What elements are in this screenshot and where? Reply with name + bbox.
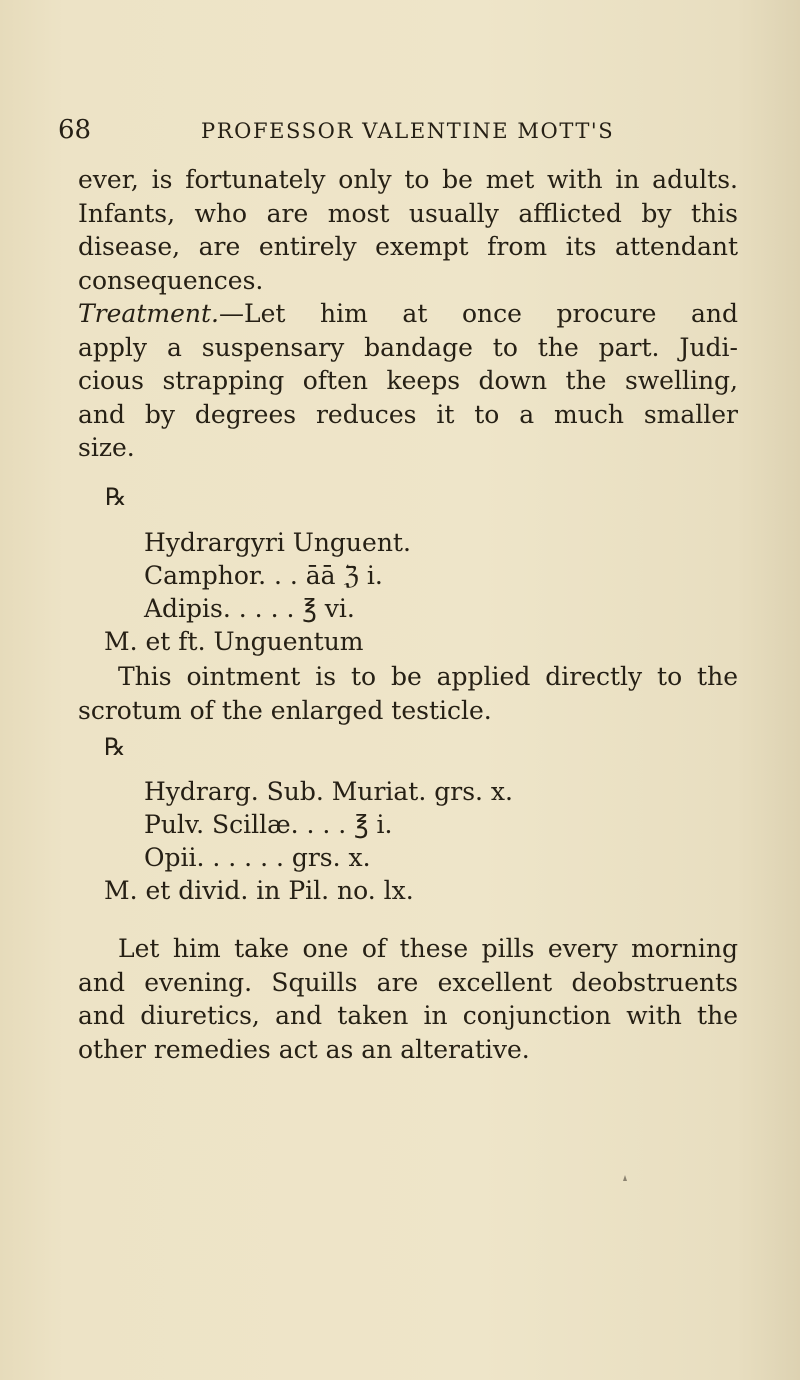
text-line: and diuretics, and taken in conjunction with the (78, 1001, 738, 1030)
text-line: and by degrees reduces it to a much smaller (78, 399, 738, 429)
text-fragment: —Let him at once procure and (218, 299, 738, 328)
prescription-line: Hydrarg. Sub. Muriat. grs. x. (144, 777, 513, 806)
text-line: cious strapping often keeps down the swelling, (78, 366, 738, 395)
recipe-symbol: ℞ (105, 483, 127, 511)
paragraph-continuation (78, 163, 738, 297)
prescription-line: Adipis. . . . . ℥ vi. (144, 594, 355, 623)
ink-speck (622, 1175, 628, 1185)
paragraph-ointment (78, 660, 738, 727)
text-line (78, 297, 738, 331)
text-line: disease, are entirely exempt from its attendant (78, 232, 738, 261)
page-number: 68 (58, 115, 92, 145)
prescription-line: M. et ft. Unguentum (104, 627, 364, 656)
text-line: size. (78, 433, 135, 462)
prescription-line: Hydrargyri Unguent. (144, 528, 411, 557)
text-line: ever, is fortunately only to be met with in adults. (78, 165, 738, 194)
text-line: Infants, who are most usually afflicted by this (78, 198, 738, 228)
text-line: and evening. Squills are excellent deobstruents (78, 967, 738, 997)
page-header (58, 114, 678, 146)
prescription-line: Camphor. . . āā ℨ i. (144, 561, 383, 590)
text-line: This ointment is to be applied directly to the (118, 662, 738, 691)
recipe-symbol: ℞ (104, 733, 126, 761)
running-head: PROFESSOR VALENTINE MOTT'S (201, 119, 615, 143)
text-line: Let him take one of these pills every morning (118, 934, 738, 963)
treatment-label: Treatment. (78, 299, 219, 328)
prescription-line: Pulv. Scillæ. . . . ℥ i. (144, 810, 393, 839)
paragraph-pills (78, 932, 738, 1066)
paragraph-treatment (78, 297, 738, 465)
prescription-line: Opii. . . . . . grs. x. (144, 843, 371, 872)
text-line: apply a suspensary bandage to the part. Judi- (78, 332, 738, 362)
prescription-line: M. et divid. in Pil. no. lx. (104, 876, 414, 905)
text-line: other remedies act as an alterative. (78, 1034, 530, 1064)
text-line: consequences. (78, 265, 264, 295)
text-line: scrotum of the enlarged testicle. (78, 695, 492, 725)
